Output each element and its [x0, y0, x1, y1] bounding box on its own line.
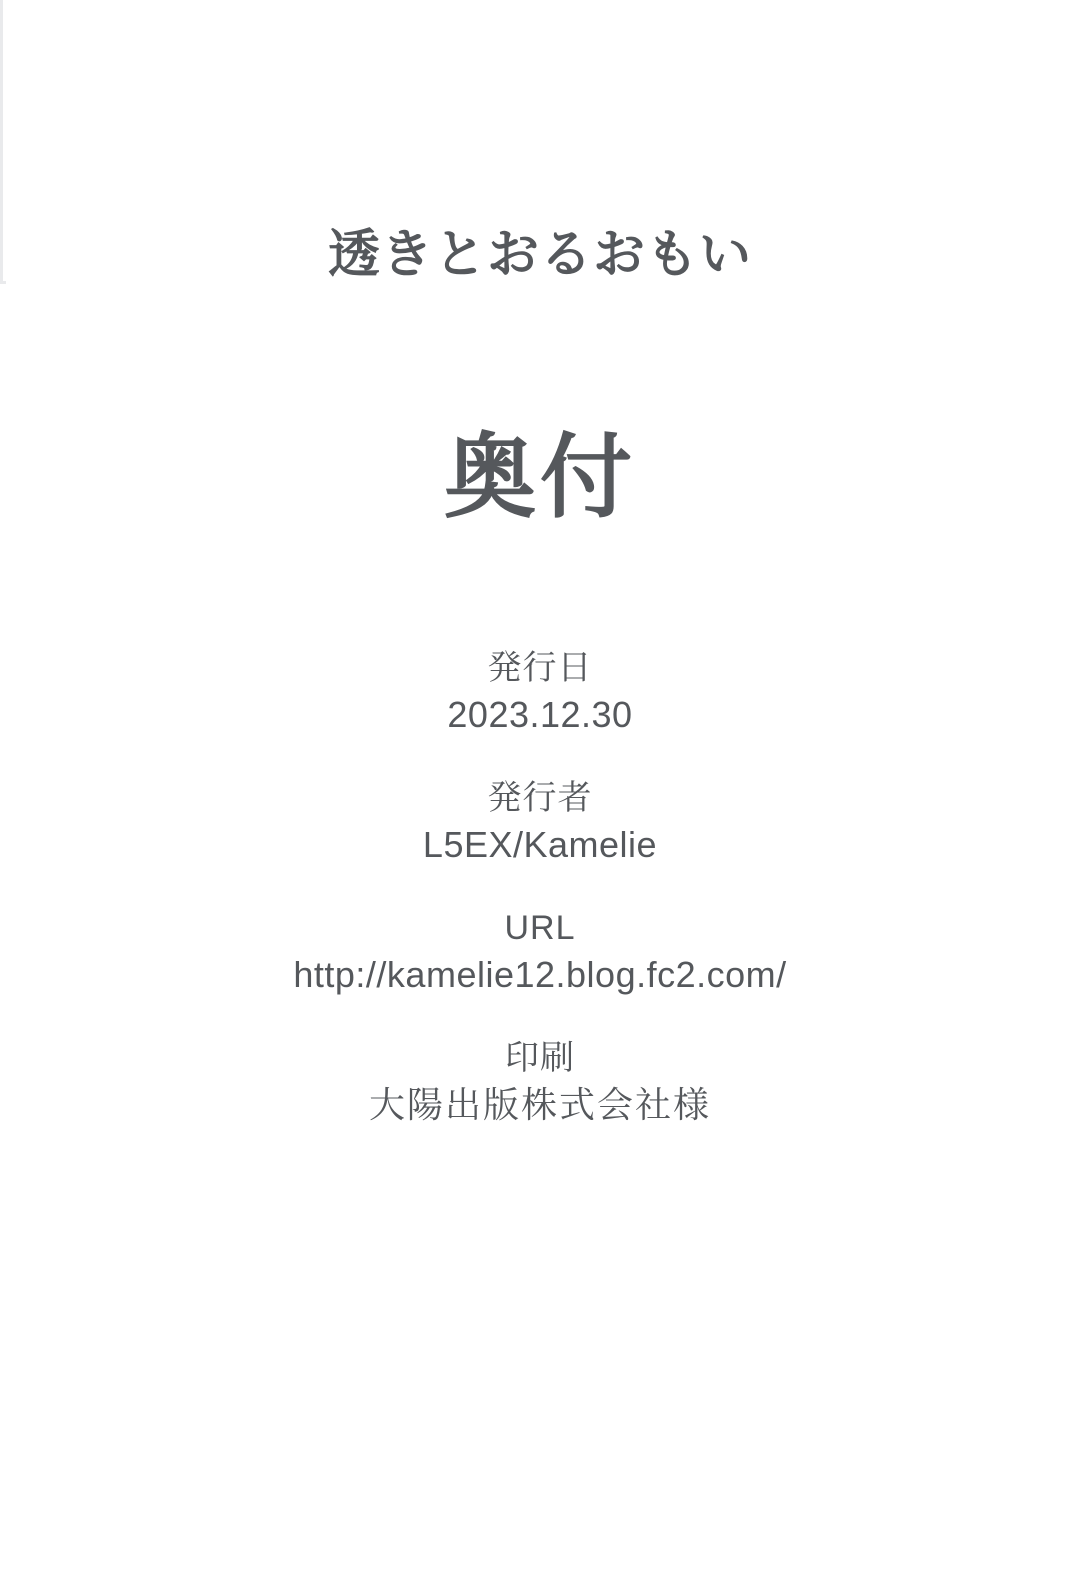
- page-title: 透きとおるおもい: [327, 226, 752, 284]
- colophon-entry-url: [0, 905, 1080, 999]
- entry-label: 印刷: [505, 1039, 575, 1077]
- entry-value: 2023.12.30: [447, 694, 633, 735]
- entry-label: URL: [504, 909, 576, 947]
- entry-label: 発行者: [487, 779, 593, 817]
- page-number-text: [0, 1533, 1, 1567]
- colophon-entry-publisher: [0, 775, 1080, 869]
- page-number: [0, 1533, 40, 1567]
- colophon-details: [0, 645, 1080, 1129]
- colophon-entry-publication-date: [0, 645, 1080, 739]
- entry-label: 発行日: [487, 649, 593, 687]
- entry-value-url[interactable]: http://kamelie12.blog.fc2.com/: [293, 954, 787, 995]
- colophon-heading: 奥付: [443, 427, 636, 529]
- entry-value: 大陽出版株式会社様: [368, 1084, 711, 1125]
- colophon-entry-printer: [0, 1035, 1080, 1129]
- entry-value: L5EX/Kamelie: [422, 824, 658, 865]
